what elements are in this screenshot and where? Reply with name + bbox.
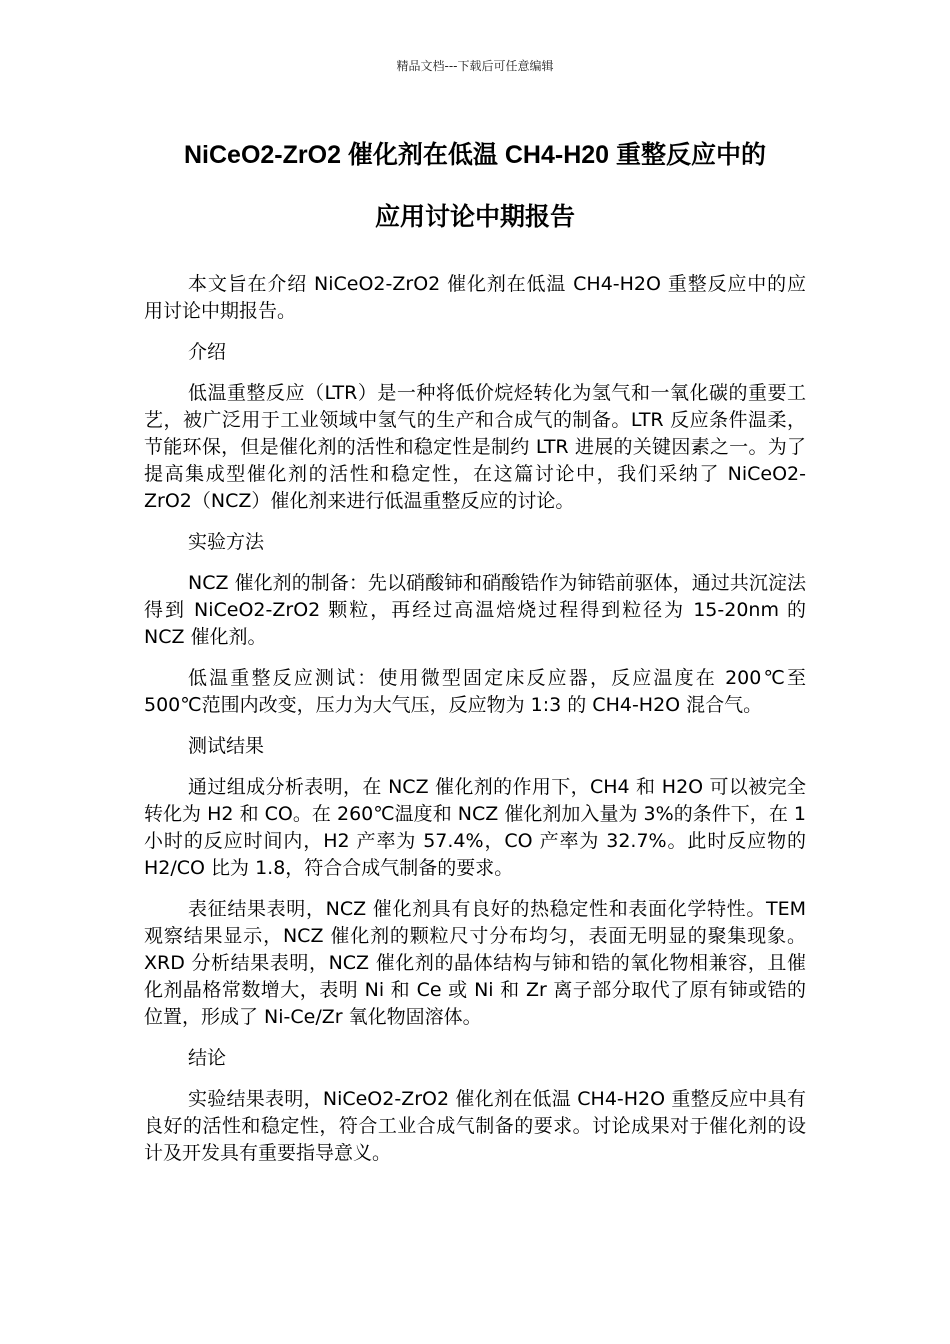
- title-line-1: NiCeO2-ZrO2 催化剂在低温 CH4-H20 重整反应中的: [183, 141, 767, 169]
- method-paragraph-2: 低温重整反应测试：使用微型固定床反应器，反应温度在 200℃至 500℃范围内改变，压力为大气压，反应物为 1:3 的 CH4-H2O 混合气。: [144, 667, 806, 716]
- section-heading-conclusion: 结论: [188, 1047, 227, 1069]
- results-paragraph-1: 通过组成分析表明，在 NCZ 催化剂的作用下，CH4 和 H2O 可以被完全转化为 H2 和 CO。在 260℃温度和 NCZ 催化剂加入量为 3%的条件下，在 1 小时的反应时间内，H2 产率为 57.4%，CO 产率为 32.7%。此时反应物的 H2/CO 比为 1.8，符合合成气制备的要求。: [144, 776, 806, 879]
- conclusion-paragraph: 实验结果表明，NiCeO2-ZrO2 催化剂在低温 CH4-H2O 重整反应中具有良好的活性和稳定性，符合工业合成气制备的要求。讨论成果对于催化剂的设计及开发具有重要指导意义。: [144, 1088, 806, 1164]
- document-title: [130, 124, 820, 248]
- results-paragraph-2: 表征结果表明，NCZ 催化剂具有良好的热稳定性和表面化学特性。TEM 观察结果显示，NCZ 催化剂的颗粒尺寸分布均匀，表面无明显的聚集现象。XRD 分析结果表明，NCZ 催化剂的晶体结构与铈和锆的氧化物相兼容，且催化剂晶格常数增大，表明 Ni 和 Ce 或 Ni 和 Zr 离子部分取代了原有铈或锆的位置，形成了 Ni-Ce/Zr 氧化物固溶体。: [144, 898, 806, 1028]
- method-paragraph-1: NCZ 催化剂的制备：先以硝酸铈和硝酸锆作为铈锆前驱体，通过共沉淀法得到 NiCeO2-ZrO2 颗粒，再经过高温焙烧过程得到粒径为 15-20nm 的 NCZ 催化剂。: [144, 572, 806, 648]
- intro-paragraph: 本文旨在介绍 NiCeO2-ZrO2 催化剂在低温 CH4-H2O 重整反应中的应用讨论中期报告。: [144, 273, 806, 322]
- section-heading-method: 实验方法: [188, 531, 265, 553]
- section-heading-results: 测试结果: [188, 735, 265, 757]
- page-header: 精品文档---下载后可任意编辑: [396, 59, 554, 73]
- title-line-2: 应用讨论中期报告: [374, 203, 575, 231]
- document-body: [144, 271, 806, 1181]
- section-heading-intro: 介绍: [188, 341, 227, 363]
- intro-section-paragraph: 低温重整反应（LTR）是一种将低价烷烃转化为氢气和一氧化碳的重要工艺，被广泛用于工业领域中氢气的生产和合成气的制备。LTR 反应条件温柔，节能环保，但是催化剂的活性和稳定性是制约 LTR 进展的关键因素之一。为了提高集成型催化剂的活性和稳定性，在这篇讨论中，我们采纳了 NiCeO2-ZrO2（NCZ）催化剂来进行低温重整反应的讨论。: [144, 382, 806, 512]
